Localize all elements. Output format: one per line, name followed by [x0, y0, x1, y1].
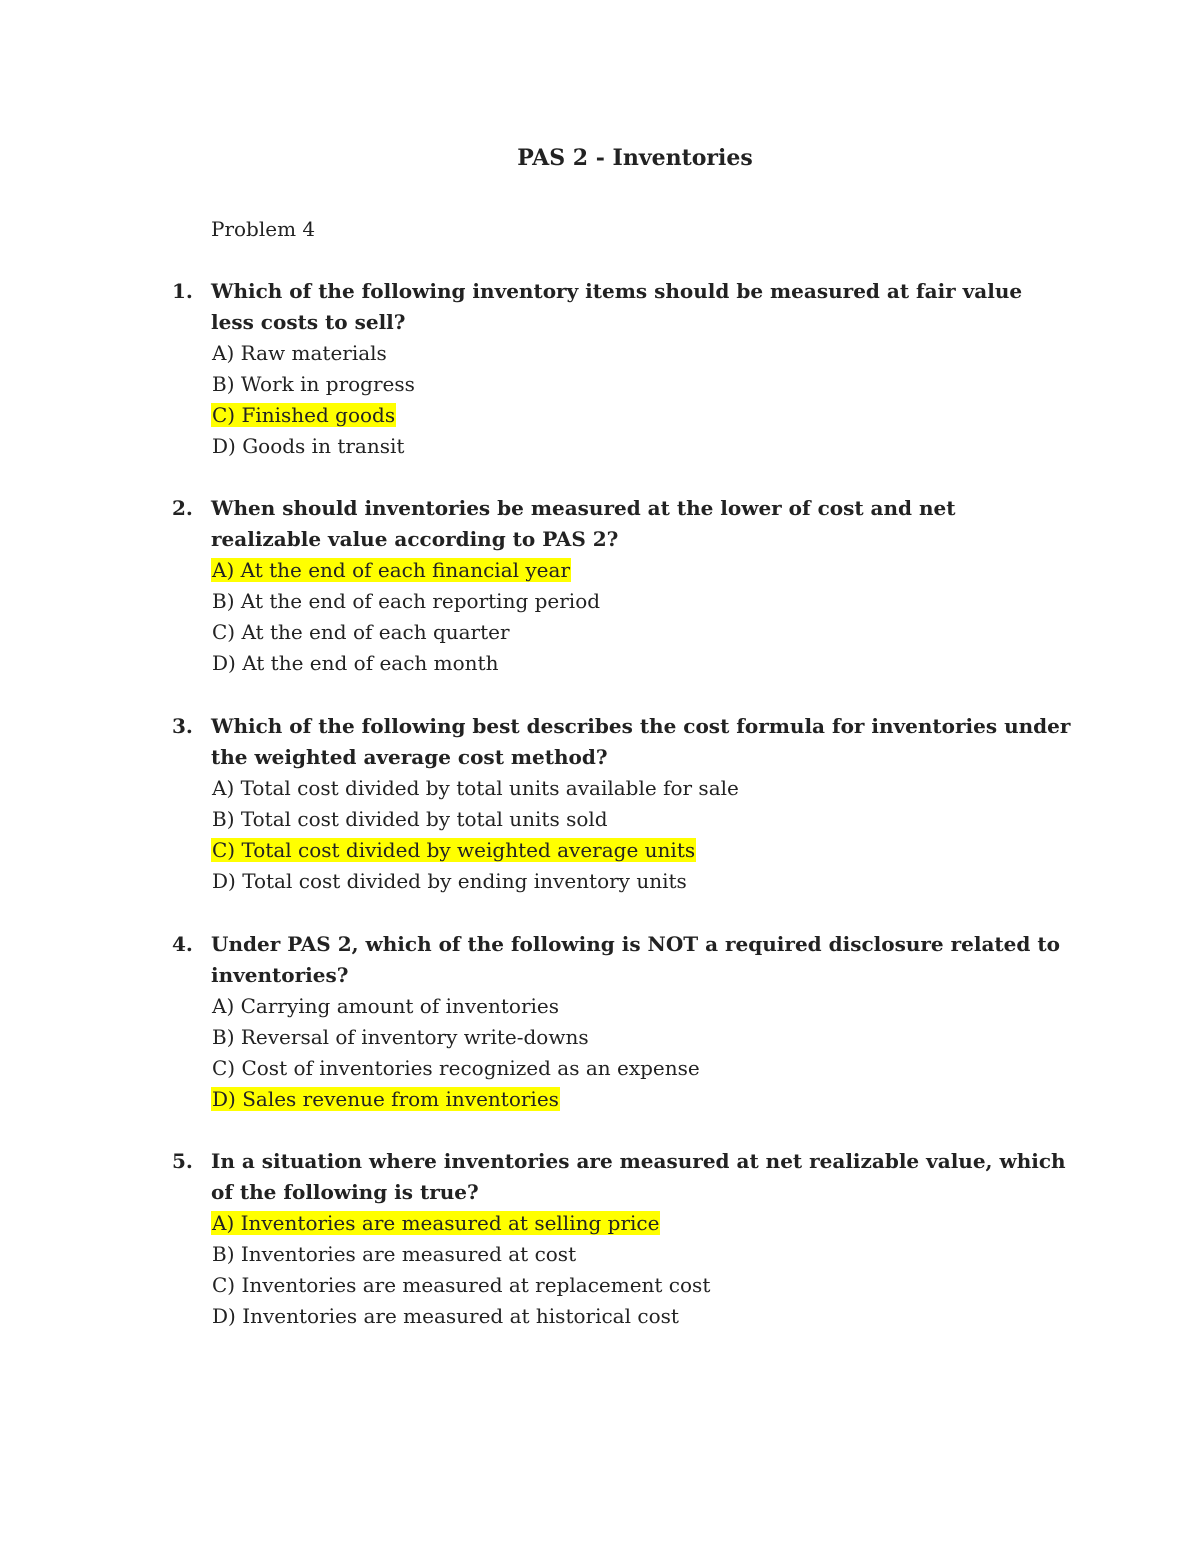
answer-option-c	[211, 1053, 1072, 1084]
option-text: A) Inventories are measured at selling price	[212, 1211, 660, 1235]
answer-option-c	[211, 1270, 1072, 1301]
question-2	[172, 493, 1072, 679]
option-text: C) Inventories are measured at replacement cost	[212, 1273, 711, 1297]
question-5-header	[172, 1146, 1072, 1208]
option-text: D) Sales revenue from inventories	[212, 1087, 559, 1111]
answer-option-b	[211, 586, 1072, 617]
option-text: C) Total cost divided by weighted average units	[212, 838, 696, 862]
option-text: C) Cost of inventories recognized as an expense	[212, 1056, 700, 1080]
option-text: B) Work in progress	[212, 372, 415, 396]
answer-options	[172, 773, 1072, 897]
answer-option-b	[211, 804, 1072, 835]
answer-option-a	[211, 555, 1072, 586]
option-text: A) Carrying amount of inventories	[212, 994, 560, 1018]
option-text: D) Goods in transit	[212, 434, 405, 458]
answer-option-c	[211, 835, 1072, 866]
question-4	[172, 929, 1072, 1115]
answer-options	[172, 991, 1072, 1115]
question-1-header	[172, 276, 1072, 338]
answer-option-d	[211, 1084, 1072, 1115]
document-title: PAS 2 - Inventories	[517, 145, 753, 171]
answer-option-b	[211, 1239, 1072, 1270]
option-text: C) Finished goods	[212, 403, 396, 427]
question-number: 5.	[172, 1149, 193, 1173]
answer-option-d	[211, 648, 1072, 679]
option-text: D) Total cost divided by ending inventory units	[212, 869, 687, 893]
question-number: 2.	[172, 496, 193, 520]
option-text: B) Inventories are measured at cost	[212, 1242, 577, 1266]
answer-option-a	[211, 991, 1072, 1022]
option-text: B) At the end of each reporting period	[212, 589, 601, 613]
answer-option-d	[211, 866, 1072, 897]
answer-options	[172, 555, 1072, 679]
option-text: D) Inventories are measured at historical cost	[212, 1304, 679, 1328]
answer-option-a	[211, 338, 1072, 369]
question-text: In a situation where inventories are measured at net realizable value, which of the following is true?	[211, 1149, 1066, 1204]
question-3	[172, 711, 1072, 897]
question-number: 1.	[172, 279, 193, 303]
answer-option-b	[211, 369, 1072, 400]
option-text: B) Total cost divided by total units sold	[212, 807, 608, 831]
answer-option-c	[211, 400, 1072, 431]
answer-option-b	[211, 1022, 1072, 1053]
question-2-header	[172, 493, 1072, 555]
question-text: Under PAS 2, which of the following is NOT a required disclosure related to inventories?	[211, 932, 1060, 987]
option-text: D) At the end of each month	[212, 651, 499, 675]
option-text: B) Reversal of inventory write-downs	[212, 1025, 589, 1049]
answer-option-d	[211, 1301, 1072, 1332]
problem-label: Problem 4	[211, 217, 316, 241]
question-text: Which of the following best describes the cost formula for inventories under the weighted average cost method?	[211, 714, 1071, 769]
option-text: A) Raw materials	[212, 341, 387, 365]
answer-option-a	[211, 1208, 1072, 1239]
option-text: A) At the end of each financial year	[212, 558, 570, 582]
question-4-header	[172, 929, 1072, 991]
option-text: C) At the end of each quarter	[212, 620, 510, 644]
answer-option-a	[211, 773, 1072, 804]
answer-options	[172, 1208, 1072, 1332]
answer-option-c	[211, 617, 1072, 648]
question-text: Which of the following inventory items should be measured at fair value less costs to sell?	[211, 279, 1023, 334]
question-5	[172, 1146, 1072, 1332]
question-3-header	[172, 711, 1072, 773]
question-1	[172, 276, 1072, 462]
question-number: 3.	[172, 714, 193, 738]
answer-options	[172, 338, 1072, 462]
option-text: A) Total cost divided by total units available for sale	[212, 776, 739, 800]
question-number: 4.	[172, 932, 193, 956]
answer-option-d	[211, 431, 1072, 462]
question-text: When should inventories be measured at the lower of cost and net realizable value according to PAS 2?	[211, 496, 956, 551]
